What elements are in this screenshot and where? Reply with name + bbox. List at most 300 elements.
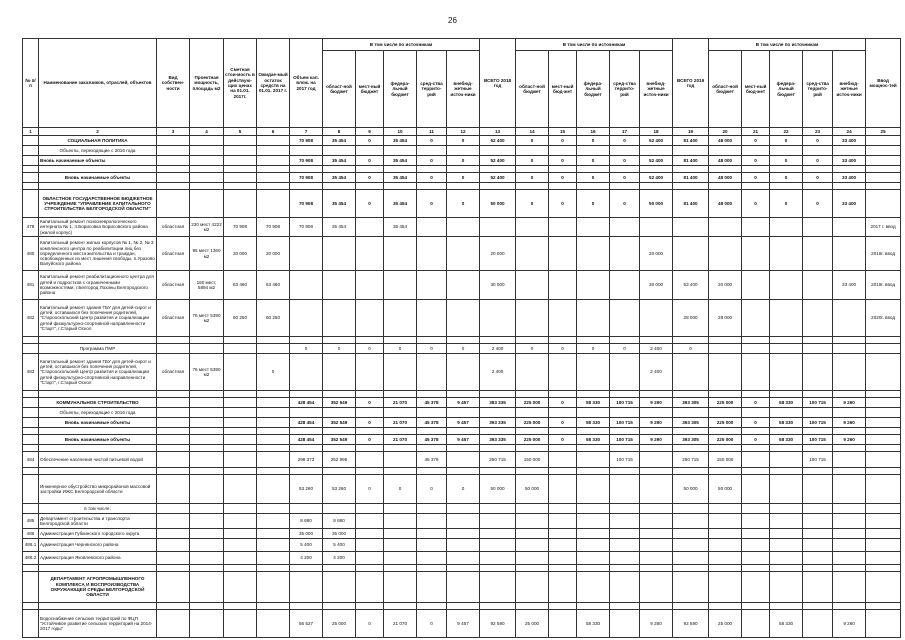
table-cell: 0	[417, 190, 447, 218]
table-cell	[742, 271, 770, 300]
table-cell: 50 000	[516, 475, 549, 504]
table-cell	[833, 218, 866, 237]
table-cell	[866, 565, 901, 572]
table-cell	[23, 183, 39, 190]
table-cell: 100 715	[610, 435, 640, 445]
table-cell: 0	[577, 136, 610, 146]
table-cell	[224, 504, 257, 514]
column-number: 20	[709, 128, 742, 136]
table-cell: 35 454	[323, 190, 356, 218]
table-cell: 50 000	[673, 475, 709, 504]
table-cell	[549, 354, 577, 391]
table-cell	[447, 391, 480, 398]
table-cell	[577, 514, 610, 529]
table-cell	[23, 445, 39, 452]
table-cell: 50 000	[640, 190, 673, 218]
table-cell: 2 400	[640, 354, 673, 391]
table-cell	[577, 539, 610, 552]
table-cell	[23, 156, 39, 166]
table-cell: 35 454	[384, 190, 417, 218]
table-row	[23, 136, 901, 146]
table-cell: 20 000	[709, 271, 742, 300]
table-cell	[577, 468, 610, 475]
table-cell	[190, 603, 224, 610]
table-cell: 33 400	[833, 271, 866, 300]
table-cell	[709, 344, 742, 354]
table-cell	[549, 603, 577, 610]
table-cell	[190, 610, 224, 638]
table-cell	[610, 565, 640, 572]
table-row	[23, 166, 901, 173]
table-cell	[516, 218, 549, 237]
table-cell: 0	[516, 173, 549, 183]
table-cell	[577, 218, 610, 237]
table-cell	[770, 468, 803, 475]
col-src-regional-2018: област-ной бюджет	[516, 51, 549, 128]
col-src-extra: внебюд-жетные источ-ники	[447, 51, 480, 128]
table-cell	[23, 504, 39, 514]
row-name-cell: Объекты, переходящие с 2016 года	[39, 146, 157, 156]
table-row	[23, 504, 901, 514]
column-number: 3	[157, 128, 190, 136]
col-name: Наименование заказчиков, отраслей, объектов	[39, 39, 157, 128]
column-number: 13	[480, 128, 516, 136]
table-cell: 8 680	[323, 514, 356, 529]
column-number: 19	[673, 128, 709, 136]
table-cell	[549, 475, 577, 504]
table-cell	[290, 300, 323, 337]
table-cell	[577, 504, 610, 514]
table-cell	[866, 539, 901, 552]
table-cell	[673, 529, 709, 539]
table-cell	[417, 529, 447, 539]
table-cell	[742, 445, 770, 452]
table-cell	[803, 475, 833, 504]
table-cell: 225 000	[516, 398, 549, 408]
table-cell: 63 460	[257, 271, 290, 300]
table-cell	[833, 166, 866, 173]
col-src-federal-2018: федера-льный бюджет	[577, 51, 610, 128]
table-cell: 20 000	[224, 237, 257, 271]
table-cell	[323, 146, 356, 156]
table-cell: 0	[356, 435, 384, 445]
table-cell: 478	[23, 218, 39, 237]
table-cell	[417, 539, 447, 552]
table-cell	[356, 408, 384, 418]
table-cell	[770, 552, 803, 565]
table-cell	[742, 565, 770, 572]
table-cell	[480, 146, 516, 156]
table-cell: 150 000	[516, 452, 549, 468]
table-cell: 0	[447, 173, 480, 183]
table-cell	[157, 391, 190, 398]
table-cell	[157, 190, 190, 218]
table-row	[23, 529, 901, 539]
table-cell: 4 200	[323, 552, 356, 565]
table-cell	[190, 565, 224, 572]
table-cell	[290, 391, 323, 398]
table-cell	[577, 354, 610, 391]
table-cell: 9 457	[447, 610, 480, 638]
table-cell: 35 454	[384, 136, 417, 146]
table-cell	[356, 445, 384, 452]
col-no: № п/п	[23, 39, 39, 128]
table-cell: 428 454	[290, 398, 323, 408]
table-row	[23, 271, 901, 300]
table-cell	[257, 166, 290, 173]
column-numbers-row	[23, 128, 901, 136]
row-name-cell: Объекты, переходящие с 2016 года	[39, 408, 157, 418]
table-cell	[356, 452, 384, 468]
table-cell	[640, 539, 673, 552]
table-cell	[257, 504, 290, 514]
table-cell	[516, 468, 549, 475]
table-cell: 52 400	[480, 173, 516, 183]
table-cell	[577, 166, 610, 173]
table-cell	[417, 428, 447, 435]
table-cell	[157, 156, 190, 166]
table-cell	[770, 354, 803, 391]
table-cell	[224, 514, 257, 529]
table-cell: 35 000	[323, 529, 356, 539]
table-row	[23, 156, 901, 166]
table-row	[23, 146, 901, 156]
table-cell	[610, 552, 640, 565]
col-src-regional-2019: област-ной бюджет	[709, 51, 742, 128]
table-cell: 0	[356, 156, 384, 166]
table-cell	[356, 237, 384, 271]
table-cell: 0	[577, 344, 610, 354]
table-cell	[673, 166, 709, 173]
table-cell	[257, 428, 290, 435]
table-cell: 35 454	[323, 156, 356, 166]
table-cell: 8 680	[290, 514, 323, 529]
table-cell	[577, 337, 610, 344]
table-cell: 0	[803, 173, 833, 183]
table-cell	[190, 408, 224, 418]
table-cell: 352 549	[323, 418, 356, 428]
table-cell	[770, 337, 803, 344]
table-cell	[742, 514, 770, 529]
table-cell: областная	[157, 271, 190, 300]
row-name-cell: Капитальный ремонт жилых корпусов № 1, № 2, № 3 комплексного центра по реабилитации лиц без определенного места жительства и граждан, освобожденных из мест лишения свободы, п.Уразово Валуйского района	[39, 237, 157, 271]
table-cell	[157, 166, 190, 173]
table-cell	[833, 603, 866, 610]
table-cell	[23, 337, 39, 344]
table-cell	[673, 565, 709, 572]
table-cell	[673, 428, 709, 435]
row-name-cell	[39, 391, 157, 398]
table-cell	[640, 572, 673, 603]
row-name-cell: Департамент строительства и транспорта Белгородской области	[39, 514, 157, 529]
table-cell	[480, 183, 516, 190]
table-cell	[610, 475, 640, 504]
table-cell: 225 000	[709, 418, 742, 428]
table-cell	[323, 565, 356, 572]
table-cell	[190, 173, 224, 183]
table-cell	[23, 468, 39, 475]
table-cell: 0	[549, 344, 577, 354]
table-cell: 35 454	[384, 173, 417, 183]
table-row	[23, 428, 901, 435]
table-cell	[257, 398, 290, 408]
table-cell: 21 070	[384, 418, 417, 428]
table-cell: 21 070	[384, 398, 417, 408]
table-cell	[323, 354, 356, 391]
table-cell: 52 400	[640, 156, 673, 166]
table-cell	[480, 572, 516, 603]
table-cell: 230 мест 4222 м2	[190, 218, 224, 237]
table-cell: 2 400	[640, 344, 673, 354]
table-cell	[23, 173, 39, 183]
col-src-territory-2019: сред-ства террито-рий	[803, 51, 833, 128]
table-cell	[610, 603, 640, 610]
table-cell: 0	[417, 136, 447, 146]
table-cell	[803, 408, 833, 418]
table-cell	[610, 468, 640, 475]
table-cell	[190, 398, 224, 408]
row-name-cell	[39, 428, 157, 435]
row-name-cell: Вновь начинаемые объекты	[39, 435, 157, 445]
table-cell	[866, 610, 901, 638]
table-cell	[833, 337, 866, 344]
page-number: 26	[448, 16, 457, 25]
table-cell	[224, 398, 257, 408]
table-cell	[257, 475, 290, 504]
table-cell	[709, 552, 742, 565]
table-cell	[803, 603, 833, 610]
table-cell: 225 000	[709, 398, 742, 408]
table-cell	[323, 408, 356, 418]
table-cell	[866, 529, 901, 539]
table-cell	[577, 408, 610, 418]
column-number: 12	[447, 128, 480, 136]
table-row	[23, 452, 901, 468]
table-cell	[384, 428, 417, 435]
table-cell	[257, 344, 290, 354]
table-cell	[480, 428, 516, 435]
table-cell	[417, 445, 447, 452]
table-cell: 50 000	[480, 190, 516, 218]
table-cell	[480, 300, 516, 337]
table-cell	[803, 572, 833, 603]
group-sources-2018: В том числе по источникам	[516, 39, 673, 51]
table-cell: 0	[417, 475, 447, 504]
row-name-cell: Инженерное обустройство микрорайонов массовой застройки ИЖС Белгородской области	[39, 475, 157, 504]
table-cell	[770, 271, 803, 300]
table-cell	[23, 391, 39, 398]
table-cell	[803, 354, 833, 391]
table-cell	[673, 514, 709, 529]
table-cell: 2020г. ввод	[866, 300, 901, 337]
table-cell	[417, 337, 447, 344]
table-cell	[323, 237, 356, 271]
table-cell	[742, 337, 770, 344]
row-name-cell	[39, 565, 157, 572]
table-cell: 150 000	[709, 452, 742, 468]
table-cell: 0	[610, 136, 640, 146]
table-cell: 0	[577, 173, 610, 183]
table-cell	[447, 572, 480, 603]
table-cell: 9 260	[833, 398, 866, 408]
table-cell	[356, 428, 384, 435]
table-cell: 0	[356, 610, 384, 638]
table-cell	[610, 183, 640, 190]
table-cell: 30 000	[480, 271, 516, 300]
table-cell	[356, 565, 384, 572]
table-row	[23, 183, 901, 190]
table-cell	[610, 504, 640, 514]
table-cell: 70 908	[257, 218, 290, 237]
table-cell	[833, 344, 866, 354]
table-cell	[480, 218, 516, 237]
table-cell	[866, 572, 901, 603]
table-cell: 481	[23, 271, 39, 300]
table-cell	[323, 271, 356, 300]
table-cell	[290, 271, 323, 300]
table-cell	[770, 166, 803, 173]
table-row	[23, 514, 901, 529]
table-cell: областная	[157, 218, 190, 237]
table-cell	[417, 408, 447, 418]
table-cell	[384, 146, 417, 156]
table-cell	[549, 468, 577, 475]
table-cell	[866, 552, 901, 565]
table-cell: 0	[549, 173, 577, 183]
table-cell	[833, 237, 866, 271]
table-cell: 76 мест 5390 м2	[190, 300, 224, 337]
table-cell	[356, 572, 384, 603]
table-cell	[577, 475, 610, 504]
table-cell	[290, 565, 323, 572]
table-cell	[447, 166, 480, 173]
table-cell	[866, 603, 901, 610]
table-cell	[549, 565, 577, 572]
col-src-territory: сред-ства террито-рий	[417, 51, 447, 128]
table-cell	[190, 475, 224, 504]
table-cell	[157, 514, 190, 529]
table-cell	[417, 146, 447, 156]
table-cell: 21 070	[384, 435, 417, 445]
table-cell	[224, 565, 257, 572]
table-cell: 0	[803, 136, 833, 146]
table-cell	[803, 218, 833, 237]
table-cell	[833, 529, 866, 539]
table-cell	[23, 475, 39, 504]
table-cell	[190, 136, 224, 146]
table-cell: 0	[610, 173, 640, 183]
table-cell: 0	[516, 190, 549, 218]
table-cell: 0	[770, 190, 803, 218]
table-cell: 52 400	[640, 173, 673, 183]
table-cell	[224, 468, 257, 475]
table-cell	[610, 514, 640, 529]
table-cell	[417, 218, 447, 237]
table-row	[23, 190, 901, 218]
table-cell	[516, 354, 549, 391]
table-cell	[577, 300, 610, 337]
table-cell	[640, 337, 673, 344]
table-cell: 5 400	[323, 539, 356, 552]
table-cell: 0	[356, 190, 384, 218]
table-cell	[384, 539, 417, 552]
table-cell: 0	[549, 190, 577, 218]
table-cell: 0	[516, 156, 549, 166]
table-cell: 0	[803, 156, 833, 166]
table-cell	[323, 572, 356, 603]
table-cell	[447, 300, 480, 337]
table-cell: 0	[770, 156, 803, 166]
table-cell: 100 715	[610, 452, 640, 468]
table-cell	[384, 529, 417, 539]
table-cell	[384, 514, 417, 529]
table-cell	[803, 166, 833, 173]
table-cell: 63 460	[224, 271, 257, 300]
table-cell	[742, 428, 770, 435]
table-row	[23, 610, 901, 638]
row-name-cell	[39, 337, 157, 344]
table-cell	[190, 428, 224, 435]
table-cell	[23, 190, 39, 218]
table-cell	[866, 156, 901, 166]
table-cell: 480	[23, 237, 39, 271]
table-cell	[290, 468, 323, 475]
table-cell	[157, 445, 190, 452]
table-cell	[610, 146, 640, 156]
table-cell: 50 000	[480, 475, 516, 504]
table-cell	[640, 146, 673, 156]
table-cell: 0	[803, 190, 833, 218]
table-cell	[640, 445, 673, 452]
table-cell	[447, 183, 480, 190]
table-cell	[742, 468, 770, 475]
table-cell	[23, 572, 39, 603]
table-cell	[833, 572, 866, 603]
row-name-cell: КОММУНАЛЬНОЕ СТРОИТЕЛЬСТВО	[39, 398, 157, 408]
table-cell	[549, 337, 577, 344]
table-row	[23, 552, 901, 565]
table-cell	[610, 445, 640, 452]
table-cell: 45 378	[417, 435, 447, 445]
table-cell: 428 454	[290, 435, 323, 445]
table-cell	[447, 452, 480, 468]
table-cell	[257, 529, 290, 539]
column-number: 9	[356, 128, 384, 136]
row-name-cell: Капитальный ремонт здания ГБУ для детей-сирот и детей, оставшихся без попечения родителей, "Старооскольский Центр развития и социализации детей физкультурно-спортивной направленности "Старт", г.Старый Оскол	[39, 354, 157, 391]
table-cell	[866, 183, 901, 190]
row-name-cell: Программа ПМР	[39, 344, 157, 354]
table-cell	[803, 529, 833, 539]
table-cell	[709, 445, 742, 452]
table-cell	[157, 539, 190, 552]
table-cell	[833, 300, 866, 337]
table-cell	[709, 183, 742, 190]
table-cell	[447, 539, 480, 552]
table-cell	[384, 445, 417, 452]
table-cell	[356, 271, 384, 300]
table-cell	[447, 146, 480, 156]
row-name-cell: Администрация Губкинского городского округа	[39, 529, 157, 539]
table-cell	[742, 504, 770, 514]
table-cell: 33 400	[833, 173, 866, 183]
table-cell: 0	[610, 156, 640, 166]
table-cell: 0	[257, 354, 290, 391]
table-cell	[709, 337, 742, 344]
table-cell: 70 908	[290, 173, 323, 183]
table-cell	[742, 183, 770, 190]
table-cell	[866, 344, 901, 354]
table-cell	[610, 337, 640, 344]
